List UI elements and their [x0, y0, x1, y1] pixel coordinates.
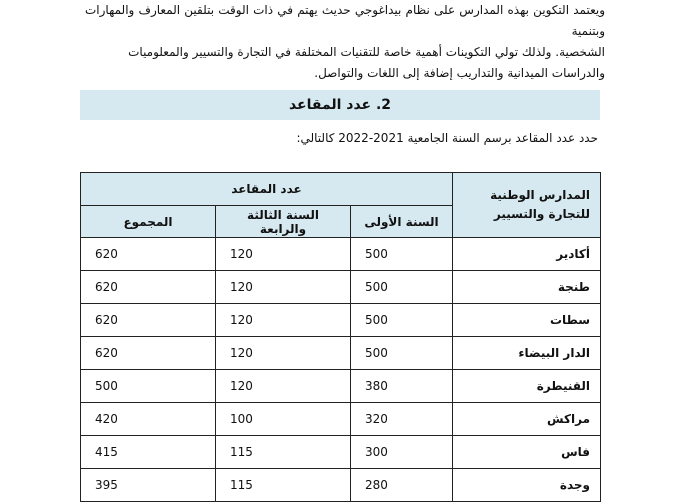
cell-year1: 280: [351, 469, 453, 502]
cell-total: 395: [81, 469, 216, 502]
header-year34: السنة الثالثة والرابعة: [216, 206, 351, 238]
header-year1: السنة الأولى: [351, 206, 453, 238]
section-title: 2. عدد المقاعد: [288, 97, 392, 113]
cell-year34: 115: [216, 469, 351, 502]
cell-total: 620: [81, 271, 216, 304]
cell-year1: 500: [351, 337, 453, 370]
cell-total: 420: [81, 403, 216, 436]
cell-year34: 120: [216, 304, 351, 337]
paragraph-line: والدراسات الميدانية والتداريب إضافة إلى اللغات والتواصل.: [314, 66, 605, 80]
header-seats: عدد المقاعد: [81, 173, 453, 206]
section-heading: [80, 90, 600, 120]
cell-year1: 500: [351, 238, 453, 271]
cell-city: مراكش: [453, 403, 601, 436]
cell-year34: 100: [216, 403, 351, 436]
table-row: [81, 271, 601, 304]
header-total: المجموع: [81, 206, 216, 238]
cell-year1: 500: [351, 304, 453, 337]
seats-table: [80, 172, 601, 502]
table-row: [81, 238, 601, 271]
cell-city: وجدة: [453, 469, 601, 502]
intro-paragraph: [85, 0, 605, 84]
cell-total: 620: [81, 304, 216, 337]
cell-year34: 120: [216, 238, 351, 271]
cell-total: 415: [81, 436, 216, 469]
cell-city: الدار البيضاء: [453, 337, 601, 370]
cell-year34: 120: [216, 337, 351, 370]
cell-year1: 300: [351, 436, 453, 469]
cell-total: 620: [81, 337, 216, 370]
cell-year34: 120: [216, 370, 351, 403]
table-row: [81, 304, 601, 337]
paragraph-line: ويعتمد التكوين بهذه المدارس على نظام بيداغوجي حديث يهتم في ذات الوقت بتلقين المعارف والمهارات وبتنمية: [85, 3, 605, 38]
cell-year1: 320: [351, 403, 453, 436]
cell-total: 620: [81, 238, 216, 271]
cell-year34: 115: [216, 436, 351, 469]
table-body: [81, 238, 601, 502]
cell-year1: 500: [351, 271, 453, 304]
table-row: [81, 403, 601, 436]
cell-city: طنجة: [453, 271, 601, 304]
cell-city: فاس: [453, 436, 601, 469]
cell-year34: 120: [216, 271, 351, 304]
table-row: [81, 370, 601, 403]
cell-total: 500: [81, 370, 216, 403]
cell-city: سطات: [453, 304, 601, 337]
cell-city: أكادير: [453, 238, 601, 271]
header-school: المدارس الوطنية للتجارة والتسيير: [453, 173, 601, 238]
table-row: [81, 337, 601, 370]
table-row: [81, 469, 601, 502]
seats-intro-text: حدد عدد المقاعد برسم السنة الجامعية 2021-2022 كالتالي:: [296, 131, 598, 145]
paragraph-line: الشخصية. ولذلك تولي التكوينات أهمية خاصة للتقنيات المختلفة في التجارة والتسيير والمعلوميات: [128, 45, 605, 59]
cell-city: القنيطرة: [453, 370, 601, 403]
table-row: [81, 436, 601, 469]
cell-year1: 380: [351, 370, 453, 403]
